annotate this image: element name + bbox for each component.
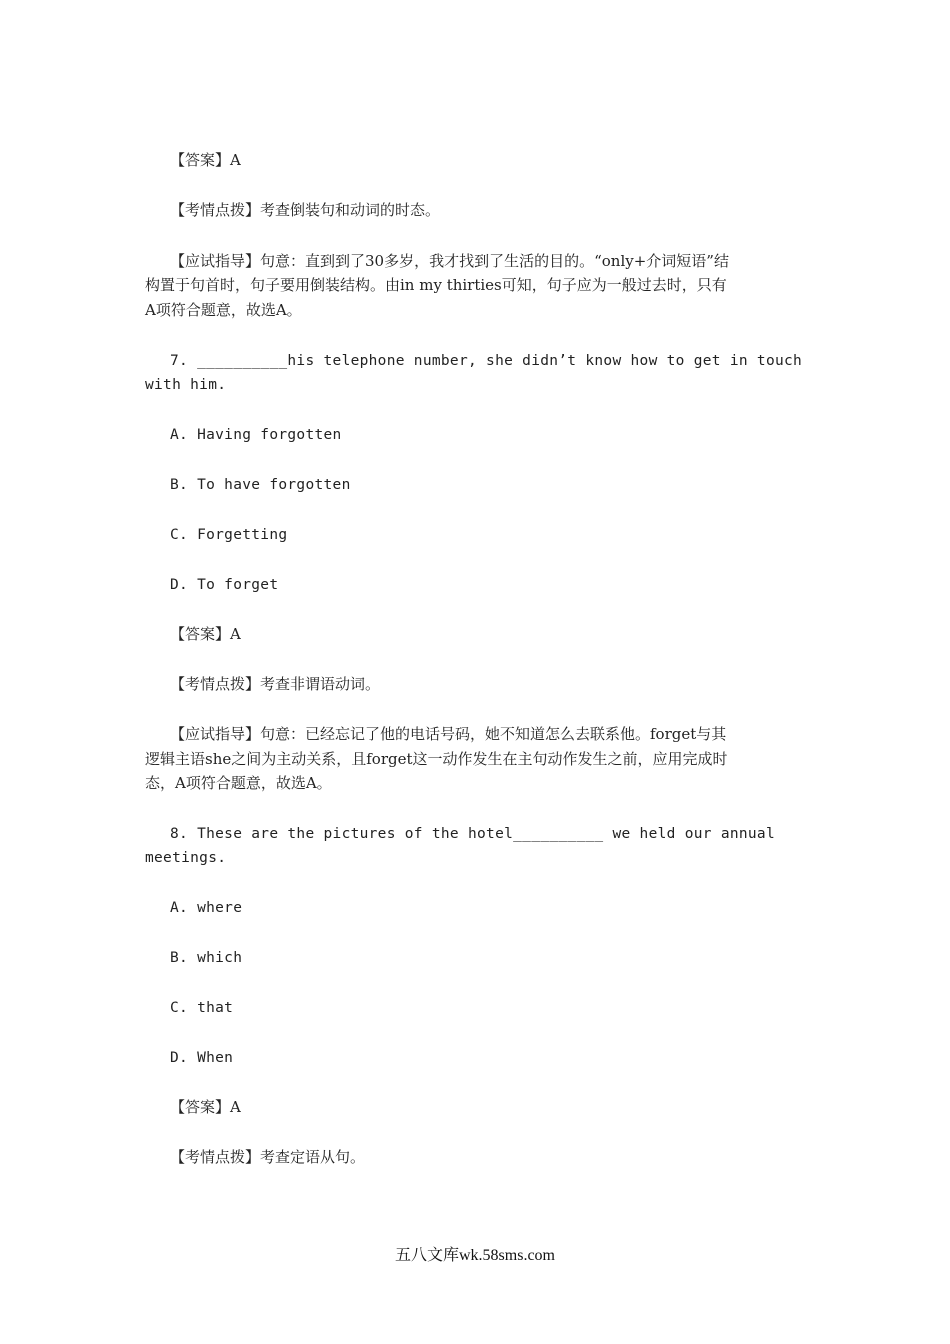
q6-guide-line-3: A项符合题意，故选A。 <box>145 301 302 319</box>
q8-option-d: D. When <box>170 1050 234 1066</box>
q7-option-d: D. To forget <box>170 577 279 593</box>
q6-guide-line-1: 【应试指导】句意：直到到了30多岁，我才找到了生活的目的。“only+介词短语”结 <box>170 252 729 270</box>
page-footer: 五八文库wk.58sms.com <box>394 1247 555 1264</box>
q7-option-b: B. To have forgotten <box>170 477 351 493</box>
q6-exam-point: 【考情点拨】考查倒装句和动词的时态。 <box>170 201 441 219</box>
q8-option-a: A. where <box>170 900 243 916</box>
q7-stem-line-2: with him. <box>145 377 227 393</box>
q6-answer: 【答案】A <box>170 151 241 169</box>
q8-exam-point: 【考情点拨】考查定语从句。 <box>170 1148 366 1166</box>
q6-guide-line-2: 构置于句首时，句子要用倒装结构。由in my thirties可知，句子应为一般过去时，只有 <box>145 276 727 294</box>
q7-exam-point: 【考情点拨】考查非谓语动词。 <box>170 675 381 693</box>
q7-option-c: C. Forgetting <box>170 527 288 543</box>
q8-option-c: C. that <box>170 1000 234 1016</box>
q8-stem-line-2: meetings. <box>145 850 227 866</box>
q7-guide-line-1: 【应试指导】句意：已经忘记了他的电话号码，她不知道怎么去联系他。forget与其 <box>170 725 727 743</box>
q7-guide-line-3: 态，A项符合题意，故选A。 <box>145 774 332 792</box>
q7-guide-line-2: 逻辑主语she之间为主动关系，且forget这一动作发生在主句动作发生之前，应用完成时 <box>145 750 728 768</box>
q8-stem-line-1: 8. These are the pictures of the hotel__________ we held our annual <box>170 826 775 842</box>
q8-option-b: B. which <box>170 950 243 966</box>
q7-answer: 【答案】A <box>170 625 241 643</box>
q7-stem-line-1: 7. __________his telephone number, she didn’t know how to get in touch <box>170 353 803 369</box>
q7-option-a: A. Having forgotten <box>170 427 342 443</box>
q8-answer: 【答案】A <box>170 1098 241 1116</box>
